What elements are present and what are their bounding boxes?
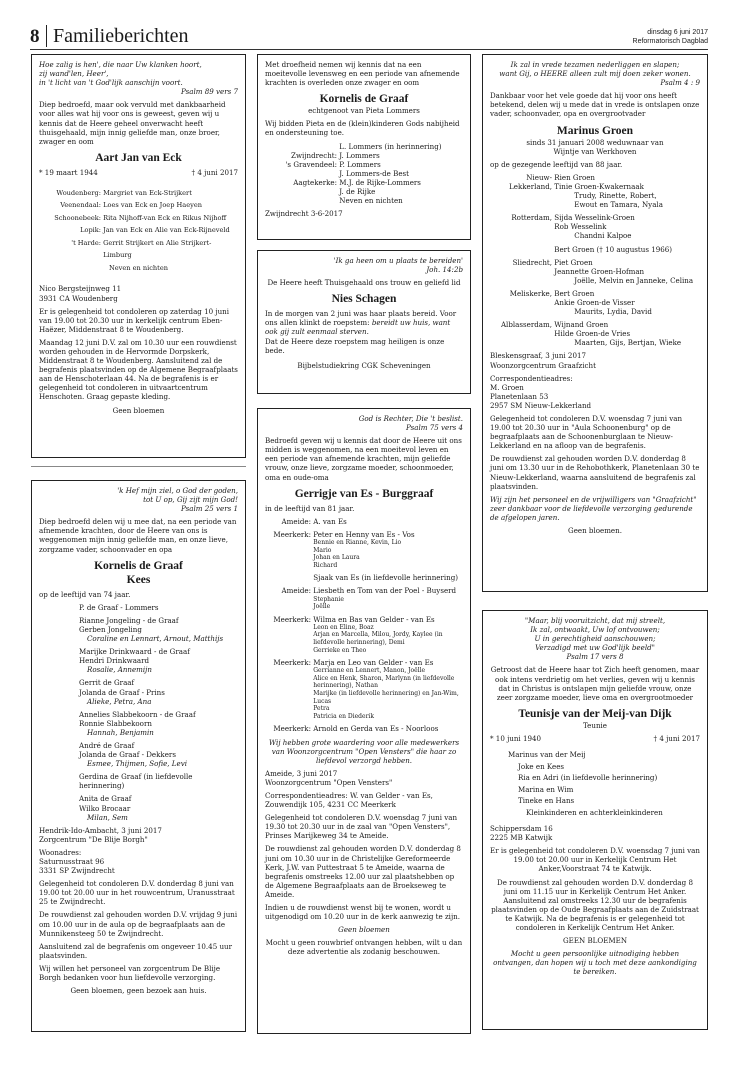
service-info: Maandag 12 juni D.V. zal om 10.30 uur een rouwdienst worden gehouden in de Hervormde Dorpskerk, Middenstraat 8 te Woudenberg. Aansluitend zal de begrafenis plaatsvinden op de Algemene Begraafplaats aan de Henschoterlaan 44. Na de begrafenis is er gelegenheid tot condoleren in uitvaartcentrum Henschoten. Graag gepaste kleding. xyxy=(39,337,238,402)
life-dates xyxy=(490,734,700,743)
verse: 'Ik ga heen om u plaats te bereiden' xyxy=(333,256,463,265)
relatives-list: Woudenberg: Margriet van Eck-Strijkert Veenendaal: Loes van Eck en Joep Haeyen Schoonebeek: Rita Nijhoff-van Eck en Rikus Nijhoff Lopik: Jan van Eck en Alie van Eck-Rijneveld 't Harde: Gerrit Strijkert en Alie Strijkert-Limburg Neven en nichten xyxy=(54,188,230,272)
separator xyxy=(31,466,246,467)
thanks: Wij hebben grote waardering voor alle medewerkers van Woonzorgcentrum "Open Vensters" die haar zo liefdevol verzorgd hebben. xyxy=(268,737,460,765)
birth-date: * 10 juni 1940 xyxy=(490,733,541,743)
issue-date: dinsdag 6 juni 2017 xyxy=(647,29,708,36)
verse-reference: Psalm 17 vers 8 xyxy=(566,652,624,662)
intro-text: Diep bedroefd delen wij u mee dat, na een periode van afnemende krachten, door de Heere van ons is weggenomen mijn innig geliefde man, en onze lieve, zorgzame vader, schoonvader en opa xyxy=(39,517,237,554)
newspaper-name: Reformatorisch Dagblad xyxy=(632,38,708,45)
family-list: Marinus van der Meij Joke en Kees Ria en Adri (in liefdevolle herinnering) Marina en Wim Tineke en Hans Kleinkinderen en achterkleinkinderen xyxy=(508,750,663,817)
intro-text: Met droefheid nemen wij kennis dat na een moeitevolle levensweg en een periode van afnemende krachten is overleden onze zwager en oom xyxy=(265,60,460,88)
address: Correspondentieadres: M. Groen Planetenlaan 53 2957 SM Nieuw-Lekkerland xyxy=(490,373,592,410)
closing-note: Mocht u geen persoonlijke uitnodiging hebben ontvangen, dan hopen wij u toch met deze aankondiging te bereiken. xyxy=(493,949,697,977)
flowers-note: Geen bloemen xyxy=(112,405,165,415)
signature: Bijbelstudiekring CGK Scheveningen xyxy=(297,360,431,370)
deceased-name: Marinus Groen xyxy=(556,124,634,137)
intro-text: Diep bedroefd, maar ook vervuld met dankbaarheid voor alles wat hij voor ons is geweest, geven wij u kennis dat de Heere geheel onverwacht heeft thuisgehaald, mijn innig geliefde man, onze broer, zwager en oom xyxy=(39,100,226,146)
notice-marinus-groen xyxy=(482,54,708,592)
verse: Hoe zalig is hen', die naar Uw klanken hoort, zij wand'len, Heer', in 't licht van 't God'lijk aanschijn voort. xyxy=(39,60,202,88)
condolence-info: Gelegenheid tot condoleren D.V. woensdag 7 juni van 19.30 tot 20.30 uur in de zaal van "Open Vensters", Prinses Marijkeweg 34 te Ameide. xyxy=(265,813,458,841)
birth-date: * 19 maart 1944 xyxy=(39,167,98,177)
flowers-note: GEEN BLOEMEN xyxy=(562,936,628,946)
family-list: Nieuw-Lekkerland, Rien Groen Tinie Groen-Kwakernaak Trudy, Rinette, Robert, Ewout en Tamara, Nyala Rotterdam, Sijda Wesselink-Groen Rob Wesselink Chandni Kalpoe Bert Groen († 10 augustus 1966) Sliedrecht, Piet Groen Jeannette Groen-Hofman Joëlle, Melvin en Janneke, Celina Meliskerke, Bert Groen Ankie Groen-de Visser Maurits, Lydia, David Alblasserdam, Wijnand Groen Hilde Groen-de Vries Maarten, Gijs, Bertjan, Wieke xyxy=(500,172,694,348)
family-list: Ameide: A. van Es Meerkerk: Peter en Henny van Es - Vos Bennie en Rianne, Kevin, Lio Mario Johan en Laura Richard Sjaak van Es (in liefdevolle herinnering) Ameide: Liesbeth en Tom van der Poel - Buyserd Stephanie Joëlle Meerkerk: Wilma en Bas van Gelder - van Es Leon en Eline, Boaz Arjan en Marcella, Milou, Jordy, Kaylee (in liefdevolle herinnering), Demi Gerrieke en Theo Meerkerk: Marja en Leo van Gelder - van Es Gerrianne en Lennert, Manon, Joëlle Alice en Henk, Sharon, Marlynn (in liefdevolle herinnering), Nathan Marijke (in liefdevolle herinnering) en Jan-Wim, Lucas Petra Patricia en Diederik Meerkerk: Arnold en Gerda van Es - Noorloos xyxy=(273,516,459,734)
place-date: Bleskensgraaf, 3 juni 2017 Woonzorgcentrum Graafzicht xyxy=(490,351,596,370)
address: Schippersdam 16 2225 MB Katwijk xyxy=(490,824,553,843)
condolence-info: Er is gelegenheid tot condoleren D.V. woensdag 7 juni van 19.00 tot 20.00 uur in Kerkelijk Centrum Het Anker,Voorstraat 74 te Katwijk. xyxy=(490,846,700,874)
deceased-name: Kornelis de Graaf xyxy=(94,559,183,572)
verse: 'k Hef mijn ziel, o God der goden, tot U op, Gij zijt mijn God! xyxy=(117,486,238,505)
relatives-list: L. Lommers (in herinnering) Zwijndrecht: J. Lommers 's Gravendeel: P. Lommers J. Lommers-de Best Aagtekerke: M.J. de Rijke-Lommers J. de Rijke Neven en nichten xyxy=(285,141,442,206)
verse-reference: Psalm 75 vers 4 xyxy=(406,423,463,433)
notice-kornelis-de-graaf-kees xyxy=(31,480,246,1032)
verse: Ik zal in vrede tezamen nederliggen en slapen; want Gij, o HEERE alleen zult mij doen zeker wonen. xyxy=(499,60,691,79)
address: Correspondentieadres: W. van Gelder - van Es, Zouwendijk 105, 4231 CC Meerkerk xyxy=(265,790,433,810)
verse: God is Rechter, Die 't beslist. xyxy=(358,414,463,423)
service-info: De rouwdienst zal gehouden worden D.V. donderdag 8 juni om 13.30 uur in de Rehobothkerk, Planetenlaan 30 te Nieuw-Lekkerland, waarna aansluitend de begrafenis zal plaatsvinden. xyxy=(490,454,700,491)
deceased-name: Kornelis de Graaf xyxy=(319,93,409,106)
address: Nico Bergsteijnweg 11 3931 CA Woudenberg xyxy=(39,284,122,303)
deceased-nickname: Kees xyxy=(126,573,151,586)
intro-text: De Heere heeft Thuisgehaald ons trouw en geliefd lid xyxy=(267,278,461,288)
verse: "Maar, blij vooruitzicht, dat mij streelt, Ik zal, ontwaakt, Uw lof ontvouwen; U in gerechtigheid aanschouwen; Verzadigd met uw God'lijk beeld" Psalm 17 vers 8 xyxy=(490,616,700,661)
intro-text: Dankbaar voor het vele goede dat hij voor ons heeft betekend, delen wij u mede dat in vrede is ontslapen onze vader, schoonvader, opa en overgrootvader xyxy=(490,91,700,119)
condolence-info: Gelegenheid tot condoleren D.V. woensdag 7 juni van 19.00 tot 20.30 uur in "Aula Schoonenburg" op de begraafplaats aan de Schoonenburglaan te Nieuw-Lekkerland en na afloop van de begrafenis. xyxy=(490,414,683,451)
notice-kornelis-de-graaf-lommers xyxy=(257,54,471,240)
place-date: Hendrik-Ido-Ambacht, 3 juni 2017 Zorgcentrum "De Blije Borgh" xyxy=(39,825,162,844)
age: in de leeftijd van 81 jaar. xyxy=(265,503,355,513)
intro-text: Getroost dat de Heere haar tot Zich heeft genomen, maar ook intens verdrietig om het verlies, geven wij u kennis dat in Christus is ontslapen mijn geliefde vrouw, onze zeer zorgzame moeder, lieve oma en overgrootmoeder xyxy=(490,665,700,702)
age: op de leeftijd van 74 jaar. xyxy=(39,589,131,599)
service-info: De rouwdienst zal gehouden worden D.V. vrijdag 9 juni om 10.00 uur in de aula op de begraafplaats aan de Munnikensteeg 50 te Zwijndrecht. xyxy=(39,910,238,938)
thanks: Wij willen het personeel van zorgcentrum De Blije Borgh bedanken voor hun liefdevolle verzorging. xyxy=(39,963,221,983)
notice-gerrigje-van-es-burggraaf xyxy=(257,408,471,1034)
thanks: Wij zijn het personeel en de vrijwilligers van "Graafzicht" zeer dankbaar voor de liefdevolle verzorging gedurende de afgelopen jaren. xyxy=(490,494,697,522)
notice-teunisje-van-der-meij xyxy=(482,610,708,1030)
notice-nies-schagen xyxy=(257,250,471,394)
family-list: P. de Graaf - Lommers Rianne Jongeling - de Graaf Gerben Jongeling Coraline en Lennart, Arnout, Matthijs Marijke Drinkwaard - de Graaf Hendri Drinkwaard Rosalie, Annemijn Gerrit de Graaf Jolanda de Graaf - Prins Alieke, Petra, Ana Annelies Slabbekoorn - de Graaf Ronnie Slabbekoorn Hannah, Benjamin André de Graaf Jolanda de Graaf - Dekkers Esmee, Thijmen, Sofie, Levi Gerdina de Graaf (in liefdevolle herinnering) Anita de Graaf Wilko Brocaar Milan, Sem xyxy=(79,602,224,822)
verse-reference: Psalm 4 : 9 xyxy=(660,78,700,88)
header-meta xyxy=(633,28,708,46)
page-header xyxy=(30,25,708,48)
section-title: Familieberichten xyxy=(46,25,189,47)
subtitle: echtgenoot van Pieta Lommers xyxy=(308,106,420,116)
place-date: Ameide, 3 juni 2017 Woonzorgcentrum "Open Vensters" xyxy=(265,768,393,787)
intro-text: Bedroefd geven wij u kennis dat door de Heere uit ons midden is weggenomen, na een moeitevol leven en een periode van afnemende krachten, mijn geliefde vrouw, onze lieve, zorgzame moeder, schoonmoeder, oma en oude-oma xyxy=(265,436,462,482)
life-dates xyxy=(39,168,238,177)
flowers-note: Geen bloemen, geen bezoek aan huis. xyxy=(70,986,207,996)
age: op de gezegende leeftijd van 88 jaar. xyxy=(490,159,623,169)
service-info: De rouwdienst zal gehouden worden D.V. donderdag 8 juni om 11.15 uur in Kerkelijk Centrum Het Anker. Aansluitend zal omstreeks 12.30 uur de begrafenis plaatsvinden op de Oude Begraafplaats aan de Zuidstraat te Katwijk. Na de begrafenis is er gelegenheid tot condoleren in Kerkelijk Centrum Het Anker. xyxy=(491,877,699,932)
deceased-name: Gerrigje van Es - Burggraaf xyxy=(294,487,434,500)
subtitle: sinds 31 januari 2008 weduwnaar van Wijntje van Werkhoven xyxy=(526,137,664,156)
wish: Wij bidden Pieta en de (klein)kinderen Gods nabijheid en ondersteuning toe. xyxy=(265,119,460,138)
deceased-name: Nies Schagen xyxy=(331,293,397,306)
nickname: Teunie xyxy=(583,720,607,730)
verse-reference: Psalm 89 vers 7 xyxy=(181,87,238,97)
message: In de morgen van 2 juni was haar plaats bereid. Voor ons allen klinkt de roepstem: bereidt uw huis, want ook gij zult eenmaal sterven. Dat de Heere deze roepstem mag heiligen is onze bede. xyxy=(265,309,457,355)
deceased-name: Teunisje van der Meij-van Dijk xyxy=(518,707,672,720)
burial-info: Aansluitend zal de begrafenis om ongeveer 10.45 uur plaatsvinden. xyxy=(39,941,232,960)
flowers-note: Geen bloemen xyxy=(338,925,390,935)
deceased-name: Aart Jan van Eck xyxy=(95,151,182,164)
page-number: 8 xyxy=(30,26,40,47)
service-info: De rouwdienst zal gehouden worden D.V. donderdag 8 juni om 10.30 uur in de Christelijke Gereformeerde Kerk, J.W. van Puttestraat 5 te Ameide, waarna de begrafenis omstreeks 12.00 uur zal plaatshebben op de Algemene Begraafplaats aan de Broekseweg te Ameide. xyxy=(265,844,461,899)
condolence-info: Er is gelegenheid tot condoleren op zaterdag 10 juni van 19.00 tot 20.30 uur in kerkelijk centrum Eben-Haëzer, Middenstraat 8 te Woudenberg. xyxy=(39,306,229,334)
notice-aart-jan-van-eck xyxy=(31,54,246,458)
place-date: Zwijndrecht 3-6-2017 xyxy=(265,209,343,219)
condolence-info: Gelegenheid tot condoleren D.V. donderdag 8 juni van 19.00 tot 20.00 uur in het rouwcentrum, Uranusstraat 25 te Zwijndrecht. xyxy=(39,879,235,907)
attendance-note: Indien u de rouwdienst wenst bij te wonen, wordt u uitgenodigd om 10.20 uur in de kerk aanwezig te zijn. xyxy=(265,903,460,922)
header-rule xyxy=(30,49,708,50)
verse-reference: Psalm 25 vers 1 xyxy=(181,504,238,514)
verse-reference: Joh. 14:2b xyxy=(426,265,463,275)
flowers-note: Geen bloemen. xyxy=(568,526,622,536)
death-date: † 4 juni 2017 xyxy=(653,733,700,743)
address: Woonadres: Saturnusstraat 96 3331 SP Zwijndrecht xyxy=(39,847,115,876)
closing-note: Mocht u geen rouwbrief ontvangen hebben, wilt u dan deze advertentie als zodanig beschouwen. xyxy=(265,938,463,957)
death-date: † 4 juni 2017 xyxy=(191,167,238,177)
